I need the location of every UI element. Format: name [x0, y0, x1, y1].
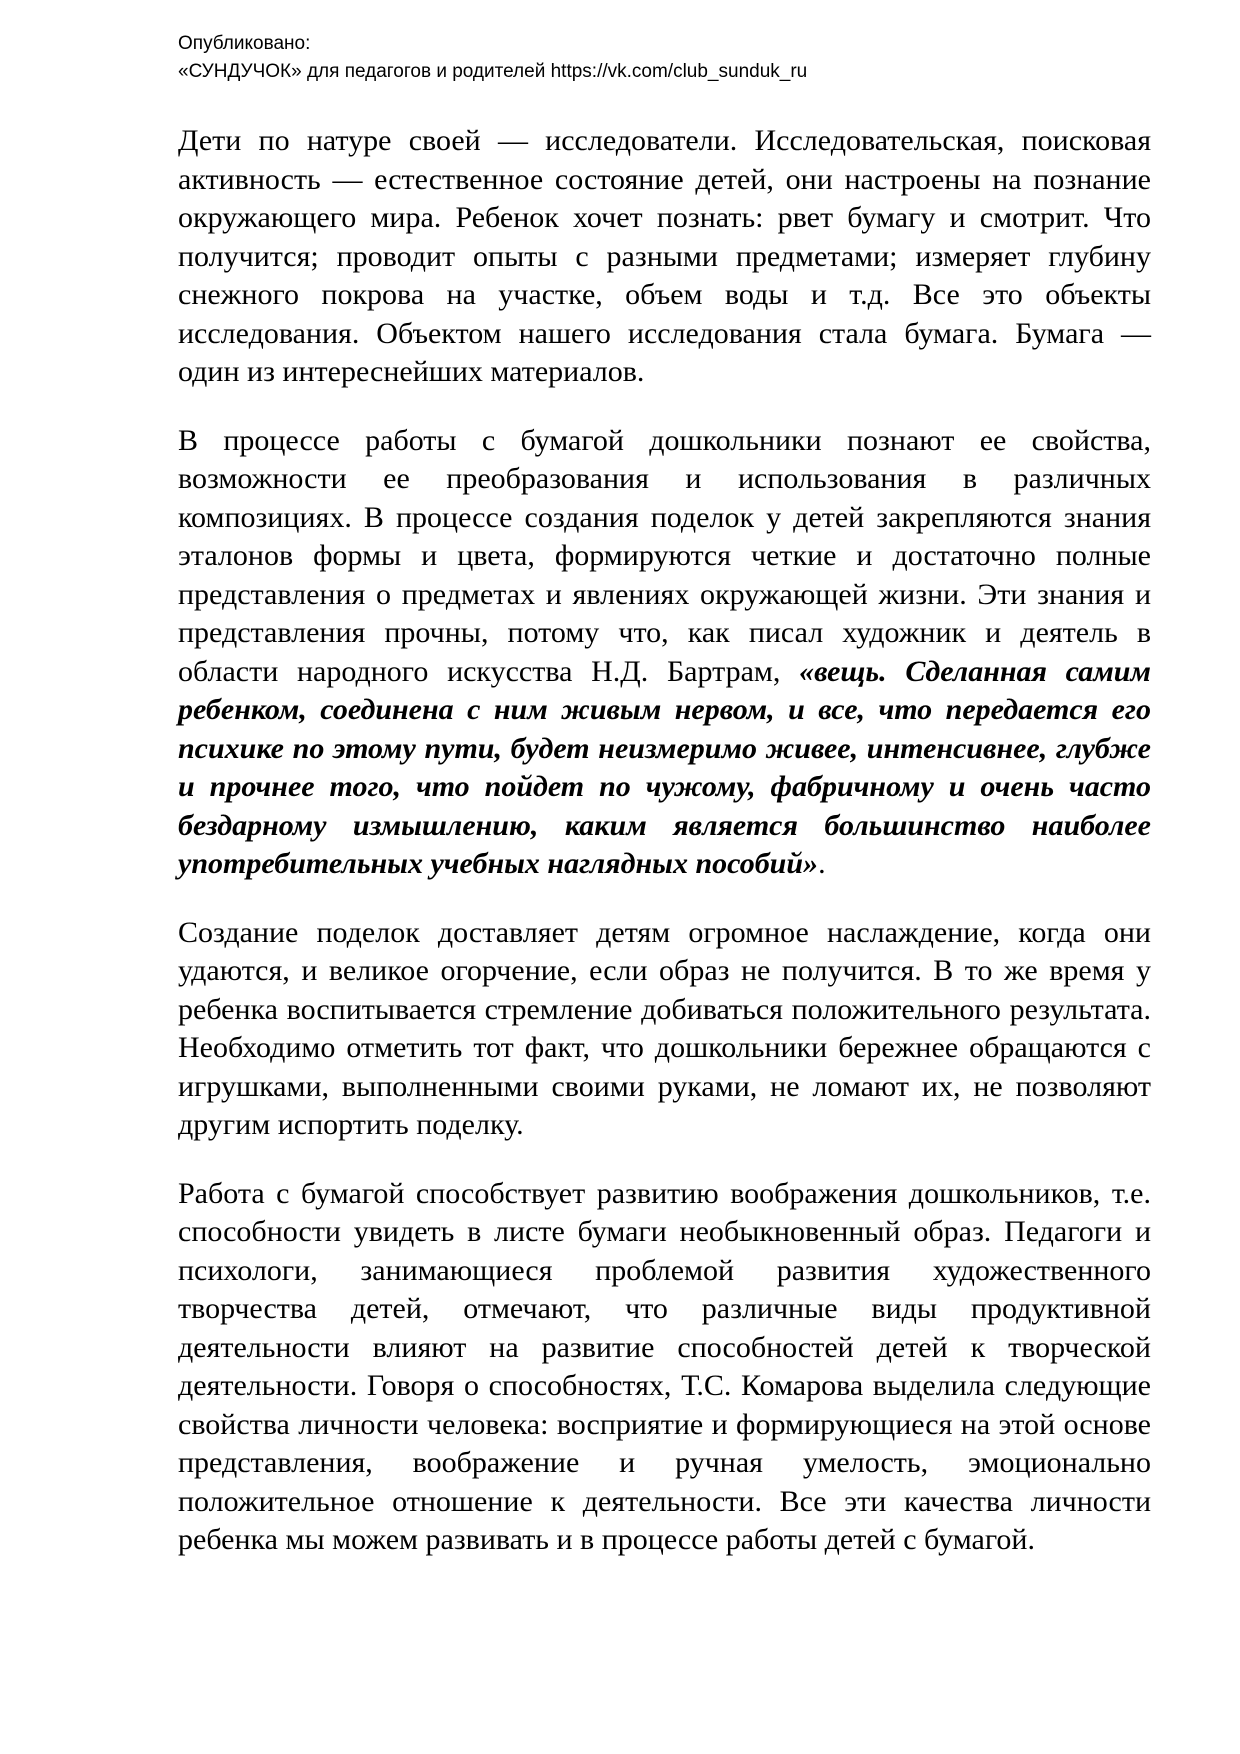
published-label: Опубликовано:: [178, 33, 311, 54]
paragraph-1: Дети по натуре своей — исследователи. Исследовательская, поисковая активность — естественное состояние детей, они настроены на познание окружающего мира. Ребенок хочет познать: рвет бумагу и смотрит. Что получится; проводит опыты с разными предметами; измеряет глубину снежного покрова на участке, объем воды и т.д. Все это объекты исследования. Объектом нашего исследования стала бумага. Бумага — один из интереснейших материалов.: [178, 124, 1151, 388]
publication-header: [178, 30, 1178, 86]
paragraph-3: Создание поделок доставляет детям огромное наслаждение, когда они удаются, и великое огорчение, если образ не получится. В то же время у ребенка воспитывается стремление добиваться положительного результата. Необходимо отметить тот факт, что дошкольники бережнее обращаются с игрушками, выполненными своими руками, не ломают их, не позволяют другим испортить поделку.: [178, 915, 1151, 1141]
source-line: «СУНДУЧОК» для педагогов и родителей https://vk.com/club_sunduk_ru: [178, 61, 808, 82]
paragraph-4: Работа с бумагой способствует развитию воображения дошкольников, т.е. способности увидеть в листе бумаги необыкновенный образ. Педагоги и психологи, занимающиеся проблемой развития художественного творчества детей, отмечают, что различные виды продуктивной деятельности влияют на развитие способностей детей к творческой деятельности. Говоря о способностях, Т.С. Комарова выделила следующие свойства личности человека: восприятие и формирующиеся на этой основе представления, воображение и ручная умелость, эмоционально положительное отношение к деятельности. Все эти качества личности ребенка мы можем развивать и в процессе работы детей с бумагой.: [178, 1176, 1151, 1556]
paragraph-2-lead: В процессе работы с бумагой дошкольники познают ее свойства, возможности ее преобразования и использования в различных композициях. В процессе создания поделок у детей закрепляются знания эталонов формы и цвета, формируются четкие и достаточно полные представления о предметах и явлениях окружающей жизни. Эти знания и представления прочны, потому что, как писал художник и деятель в области народного искусства Н.Д. Бартрам,: [178, 423, 1151, 688]
article-body: [178, 122, 1151, 1590]
paragraph-2-tail: .: [818, 847, 826, 880]
paragraph-2: [178, 422, 1151, 884]
bartram-quote: «вещь. Сделанная самим ребенком, соединена с ним живым нервом, и все, что передается его психике по этому пути, будет неизмеримо живее, интенсивнее, глубже и прочнее того, что пойдет по чужому, фабричному и очень часто бездарному измышлению, каким является большинство наиболее употребительных учебных наглядных пособий»: [178, 654, 1151, 880]
